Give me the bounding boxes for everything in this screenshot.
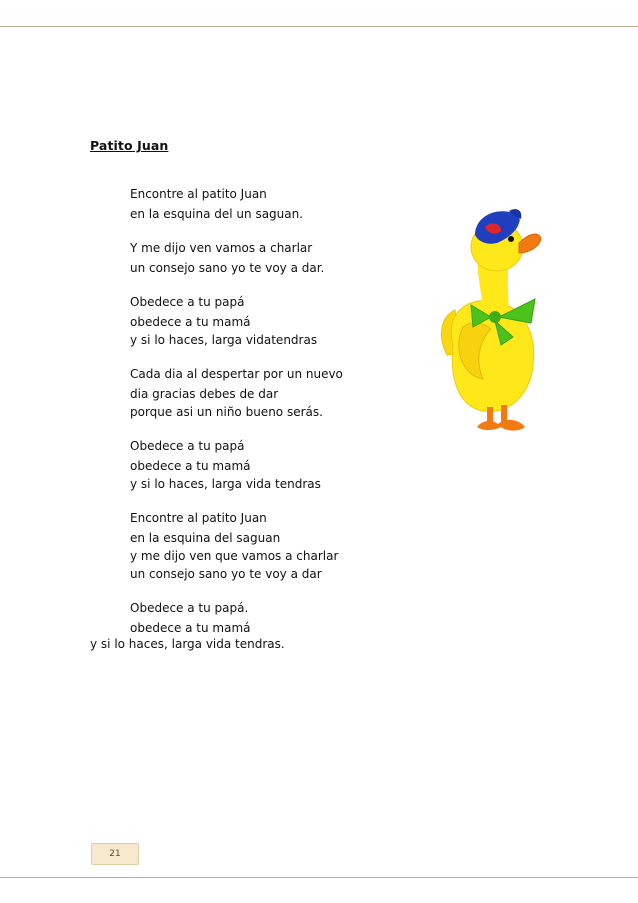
poem-line: un consejo sano yo te voy a dar	[130, 567, 322, 581]
poem-line: Y me dijo ven vamos a charlar	[130, 241, 313, 255]
poem-line: obedece a tu mamá	[130, 621, 251, 635]
bottom-rule	[0, 877, 638, 878]
poem-line: y me dijo ven que vamos a charlar	[130, 549, 339, 563]
page-number-badge: 21	[91, 843, 139, 865]
poem-line: Cada dia al despertar por un nuevo	[130, 367, 343, 381]
poem-line: un consejo sano yo te voy a dar.	[130, 261, 325, 275]
poem-line: y si lo haces, larga vida tendras.	[90, 637, 285, 651]
poem-line: Encontre al patito Juan	[130, 187, 267, 201]
duck-illustration	[435, 205, 555, 445]
poem-line: dia gracias debes de dar	[130, 387, 279, 401]
poem-line: Obedece a tu papá	[130, 439, 245, 453]
poem-line: en la esquina del saguan	[130, 531, 281, 545]
poem-line: y si lo haces, larga vida tendras	[130, 477, 321, 491]
top-rule	[0, 26, 638, 27]
poem-line: Encontre al patito Juan	[130, 511, 267, 525]
poem-line: obedece a tu mamá	[130, 315, 251, 329]
poem-line: obedece a tu mamá	[130, 459, 251, 473]
poem-line: porque asi un niño bueno serás.	[130, 405, 323, 419]
poem-line: Obedece a tu papá.	[130, 601, 249, 615]
poem-line: en la esquina del un saguan.	[130, 207, 304, 221]
poem-line: y si lo haces, larga vidatendras	[130, 333, 318, 347]
poem-line: Obedece a tu papá	[130, 295, 245, 309]
poem-title: Patito Juan	[90, 138, 169, 153]
